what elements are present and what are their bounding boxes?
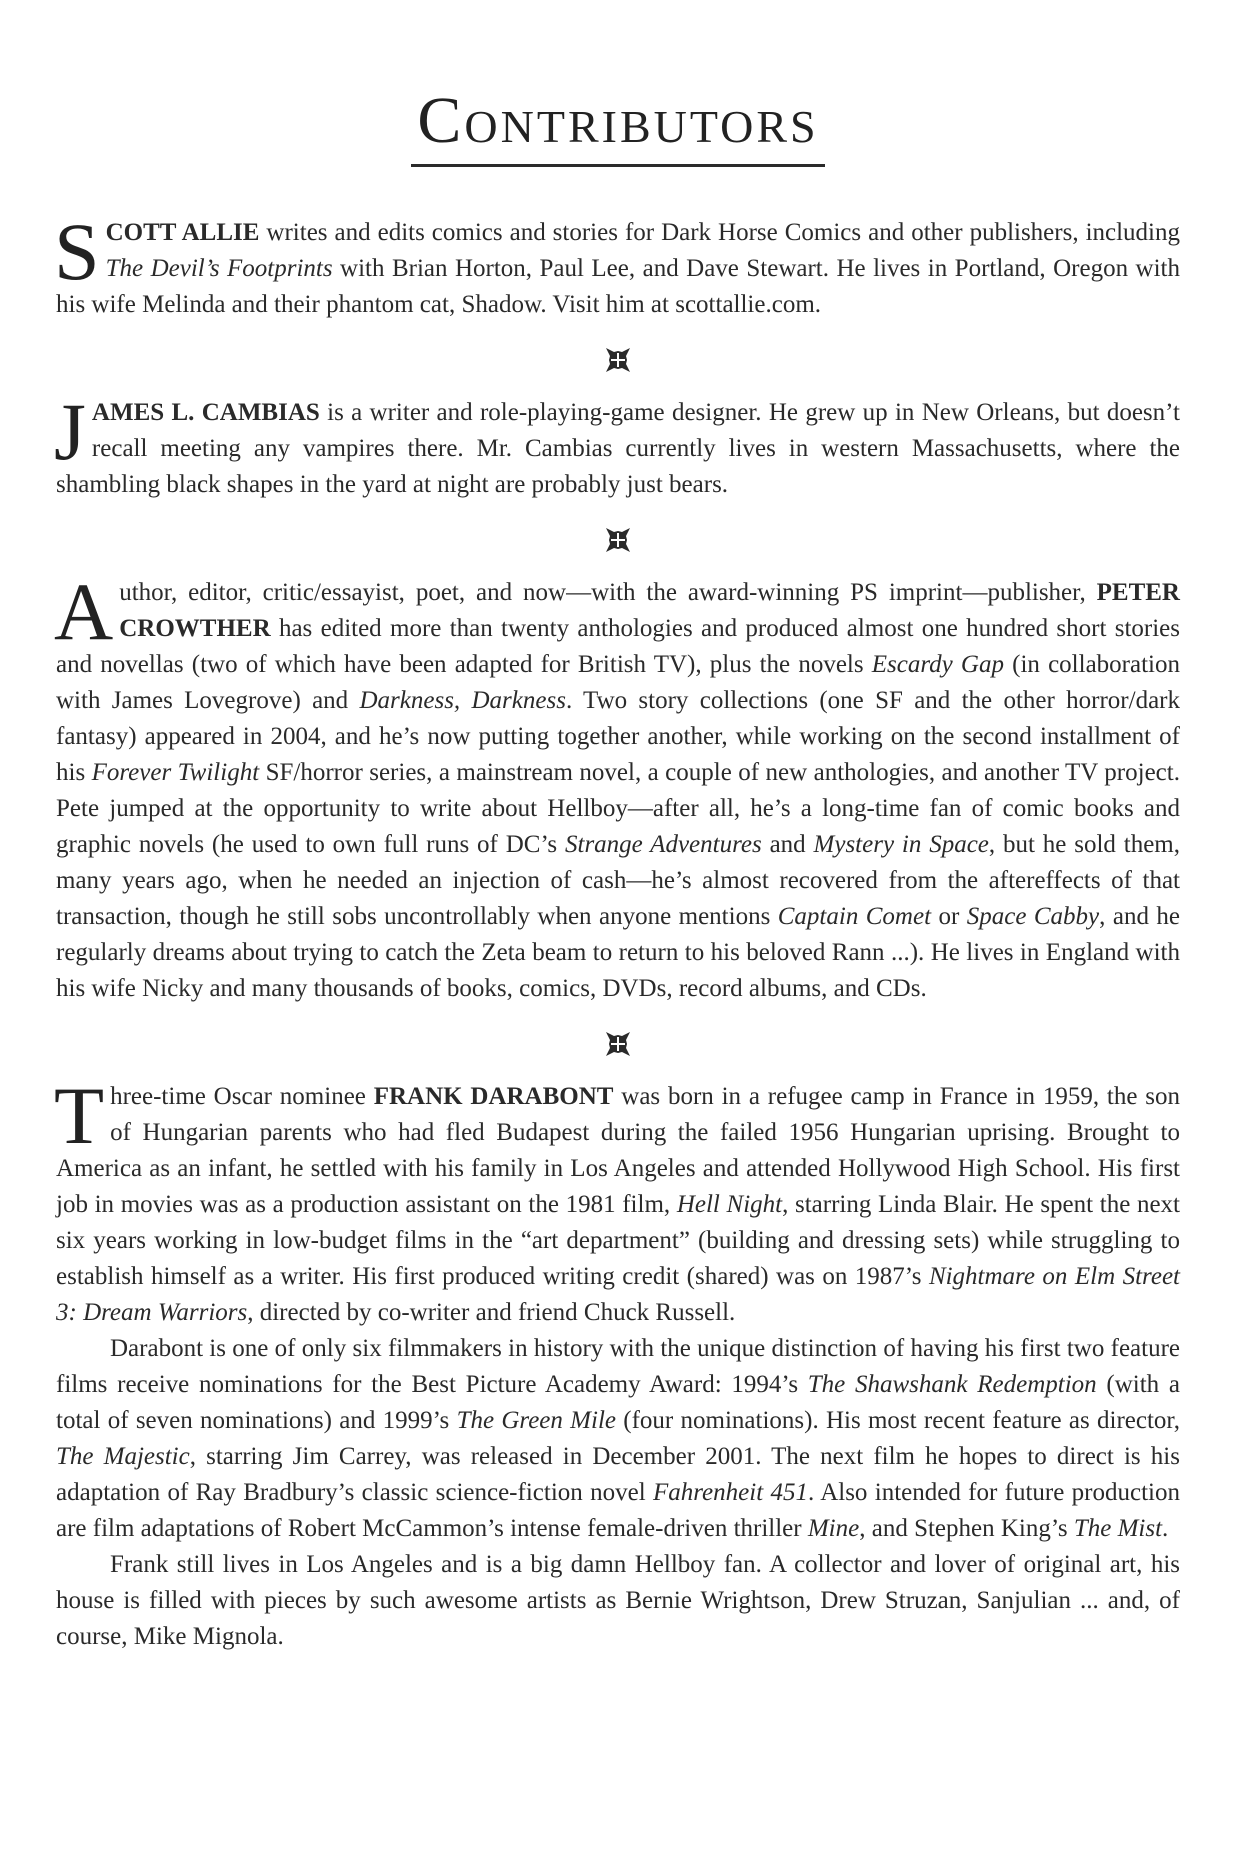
contributor-name: PETER CROWTHER xyxy=(119,579,1180,642)
work-title: The Majestic xyxy=(56,1443,190,1470)
bio-text: or xyxy=(931,903,967,930)
work-title: Space Cabby xyxy=(966,903,1100,930)
maltese-cross-icon xyxy=(603,542,633,559)
bio-text: hree-time Oscar nominee xyxy=(110,1083,374,1110)
work-title: The Shawshank Redemption xyxy=(807,1371,1097,1398)
work-title: Mine xyxy=(807,1515,860,1542)
bio-allie xyxy=(54,206,1181,323)
work-title: Captain Comet xyxy=(777,903,932,930)
bio-text: , but he sold them, many years ago, when he needed an injection of cash—he’s almost recovered from the aftereffects of that transaction, though he still sobs uncontrollably when anyone mentions xyxy=(56,831,1180,930)
drop-cap: T xyxy=(54,1070,105,1161)
bio-text: SF/horror series, a mainstream novel, a couple of new anthologies, and another TV project. Pete jumped at the opportunity to write about Hellboy—after all, he’s a long-time fan of comic books and graphic novels (he used to own full runs of DC’s xyxy=(56,759,1180,858)
contributor-name: FRANK DARABONT xyxy=(373,1083,614,1110)
bio-paragraph xyxy=(54,206,1181,323)
section-separator xyxy=(56,345,1180,375)
contributor-name: AMES L. CAMBIAS xyxy=(91,399,320,426)
title-block xyxy=(56,84,1180,167)
bio-text: , and Stephen King’s xyxy=(859,1515,1074,1542)
work-title: Strange Adventures xyxy=(565,831,762,858)
bio-cambias xyxy=(54,386,1180,503)
bio-text: is a writer and role-playing-game designer. He grew up in New Orleans, but doesn’t recall meeting any vampires there. Mr. Cambias currently lives in western Massachusetts, where the shambling black shapes in the yard at night are probably just bears. xyxy=(56,399,1180,498)
bio-text: (four nominations). His most recent feature as director, xyxy=(615,1407,1180,1434)
work-title: Hell Night xyxy=(676,1191,783,1218)
bio-text: . Two story collections (one SF and the other horror/dark fantasy) appeared in 2004, and he’s now putting together another, while working on the second installment of his xyxy=(56,687,1180,786)
work-title: Escardy Gap xyxy=(871,651,1004,678)
bio-text: Frank still lives in Los Angeles and is a big damn Hellboy fan. A collector and lover of original art, his house is filled with pieces by such awesome artists as Bernie Wrightson, Drew Struzan, Sanjulian ... and, of course, Mike Mignola. xyxy=(56,1551,1180,1650)
bio-text: . Also intended for future production are film adaptations of Robert McCammon’s intense female-driven thriller xyxy=(56,1479,1180,1542)
bio-paragraph xyxy=(56,1331,1180,1547)
bio-text: uthor, editor, critic/essayist, poet, and now—with the award-winning PS imprint—publisher, xyxy=(119,579,1097,606)
bio-text: , and he regularly dreams about trying to catch the Zeta beam to return to his beloved Rann ...). He lives in England with his wife Nicky and many thousands of books, comics, DVDs, record albums, and CDs. xyxy=(56,903,1181,1002)
maltese-cross-icon xyxy=(603,1046,633,1063)
bio-text: , starring Jim Carrey, was released in December 2001. The next film he hopes to direct is his adaptation of Ray Bradbury’s classic science-fiction novel xyxy=(56,1443,1180,1506)
bio-darabont xyxy=(54,1070,1181,1655)
bio-text: writes and edits comics and stories for Dark Horse Comics and other publishers, including xyxy=(259,219,1181,246)
work-title: The Green Mile xyxy=(456,1407,616,1434)
bio-text: has edited more than twenty anthologies and produced almost one hundred short stories and novellas (two of which have been adapted for British TV), plus the novels xyxy=(56,615,1180,678)
bio-text: , starring Linda Blair. He spent the next six years working in low-budget films in the “art department” (building and dressing sets) while struggling to establish himself as a writer. His first produced writing credit (shared) was on 1987’s xyxy=(56,1191,1181,1290)
maltese-cross-icon xyxy=(603,362,633,379)
work-title: Darkness, Darkness xyxy=(359,687,566,714)
bio-paragraph xyxy=(54,1070,1181,1331)
work-title: The Mist xyxy=(1073,1515,1163,1542)
contributor-name: COTT ALLIE xyxy=(105,219,260,246)
section-separator xyxy=(56,525,1180,555)
work-title: Nightmare on Elm Street 3: Dream Warriors xyxy=(56,1263,1180,1326)
bio-text: (in collaboration with James Lovegrove) and xyxy=(56,651,1180,714)
bio-text: and xyxy=(761,831,814,858)
bio-text: (with a total of seven nominations) and 1999’s xyxy=(56,1371,1180,1434)
section-separator xyxy=(56,1029,1180,1059)
drop-cap: J xyxy=(54,386,86,477)
bio-text: was born in a refugee camp in France in 1959, the son of Hungarian parents who had fled Budapest during the failed 1956 Hungarian uprising. Brought to America as an infant, he settled with his family in Los Angeles and attended Hollywood High School. His first job in movies was as a production assistant on the 1981 film, xyxy=(56,1083,1180,1218)
work-title: Mystery in Space xyxy=(813,831,989,858)
bio-paragraph xyxy=(54,566,1181,1007)
bio-text: Darabont is one of only six filmmakers in history with the unique distinction of having his first two feature films receive nominations for the Best Picture Academy Award: 1994’s xyxy=(56,1335,1180,1398)
bio-text: , directed by co-writer and friend Chuck Russell. xyxy=(247,1299,736,1326)
bio-paragraph xyxy=(54,386,1180,503)
work-title: Fahrenheit 451 xyxy=(652,1479,808,1506)
drop-cap: S xyxy=(54,206,100,297)
drop-cap: A xyxy=(54,566,114,657)
bio-crowther xyxy=(54,566,1181,1007)
page-title: Contributors xyxy=(411,88,824,167)
contributor-bios xyxy=(54,206,1181,1655)
work-title: The Devil’s Footprints xyxy=(105,255,333,282)
work-title: Forever Twilight xyxy=(91,759,260,786)
bio-text: with Brian Horton, Paul Lee, and Dave Stewart. He lives in Portland, Oregon with his wife Melinda and their phantom cat, Shadow. Visit him at scottallie.com. xyxy=(56,255,1180,318)
bio-paragraph xyxy=(56,1547,1180,1655)
bio-text: . xyxy=(1162,1515,1169,1542)
